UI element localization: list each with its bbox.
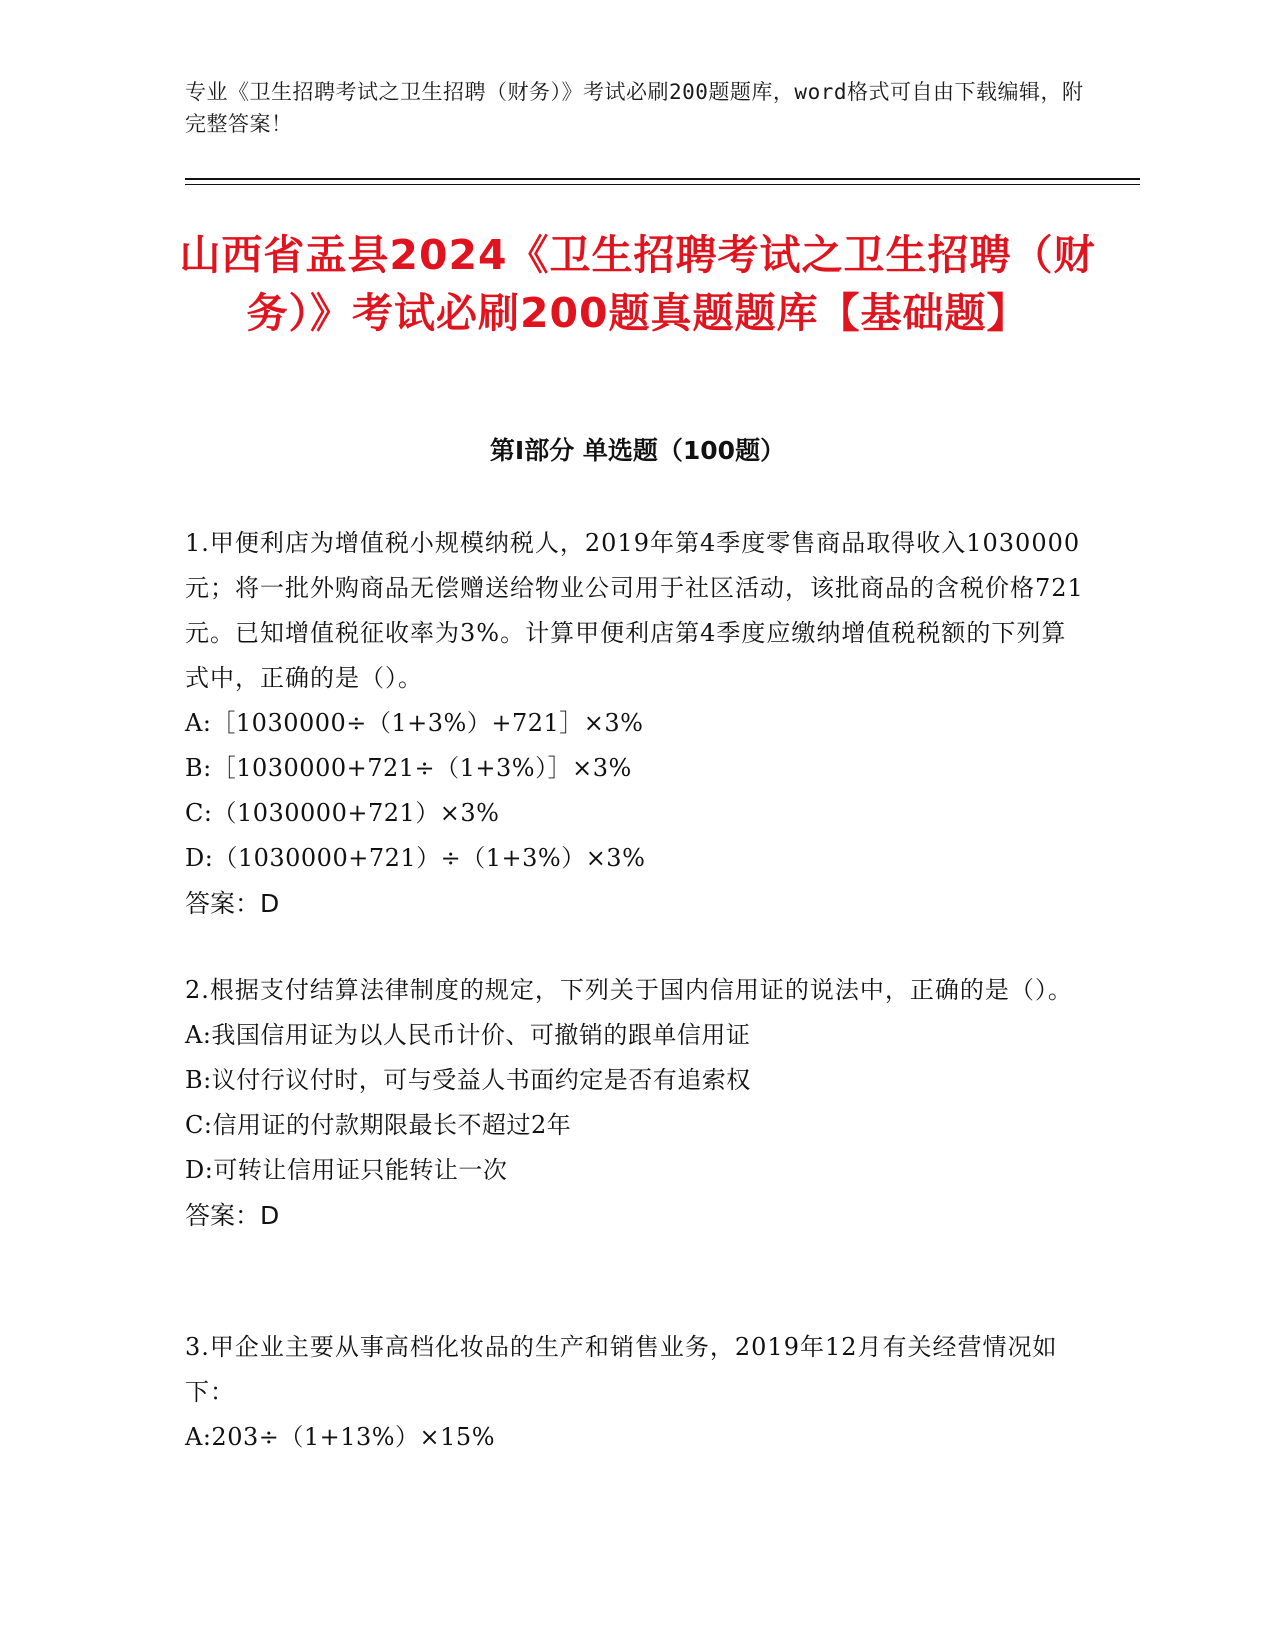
header-note: 专业《卫生招聘考试之卫生招聘（财务）》考试必刷200题题库，word格式可自由下载编辑，附完整答案！ (185, 80, 1084, 136)
option-a: A:［1030000÷（1+3%）+721］×3% (185, 709, 644, 737)
question-stem: 1.甲便利店为增值税小规模纳税人，2019年第4季度零售商品取得收入1030000元；将一批外购商品无偿赠送给物业公司用于社区活动，该批商品的含税价格721元。已知增值税征收率为3%。计算甲便利店第4季度应缴纳增值税税额的下列算式中，正确的是（）。 (185, 529, 1084, 692)
question-stem: 2.根据支付结算法律制度的规定，下列关于国内信用证的说法中，正确的是（）。 (185, 976, 1073, 1004)
question-stem: 3.甲企业主要从事高档化妆品的生产和销售业务，2019年12月有关经营情况如下： (185, 1333, 1058, 1406)
option-d: D:（1030000+721）÷（1+3%）×3% (185, 844, 646, 872)
option-a: A:我国信用证为以人民币计价、可撤销的跟单信用证 (185, 1021, 751, 1049)
header-rule-thick (185, 178, 1140, 180)
option-c: C:（1030000+721）×3% (185, 799, 500, 827)
answer: 答案：D (185, 889, 280, 918)
option-d: D:可转让信用证只能转让一次 (185, 1156, 508, 1184)
option-c: C:信用证的付款期限最长不超过2年 (185, 1111, 572, 1139)
header-rule-thin (185, 184, 1140, 185)
document-title: 山西省盂县2024《卫生招聘考试之卫生招聘（财务）》考试必刷200题真题题库【基础题】 (179, 231, 1096, 337)
option-b: B:议付行议付时，可与受益人书面约定是否有追索权 (185, 1066, 751, 1094)
question-2 (185, 968, 1090, 1238)
option-a: A:203÷（1+13%）×15% (185, 1423, 496, 1451)
question-1 (185, 521, 1090, 926)
question-3 (185, 1325, 1090, 1460)
option-b: B:［1030000+721÷（1+3%）］×3% (185, 754, 632, 782)
section-heading: 第Ⅰ部分 单选题（100题） (489, 436, 786, 465)
answer: 答案：D (185, 1201, 280, 1230)
